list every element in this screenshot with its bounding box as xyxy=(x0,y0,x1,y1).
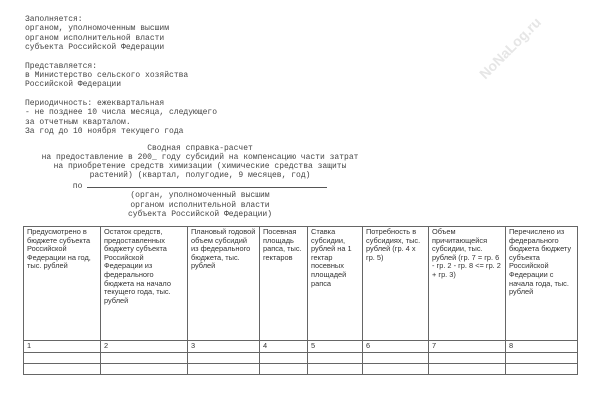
table-cell[interactable] xyxy=(363,363,429,374)
table-cell[interactable] xyxy=(188,363,260,374)
table-row xyxy=(24,352,578,363)
submitted-to-label: Представляется: xyxy=(25,61,98,71)
form-routing-info xyxy=(25,15,217,136)
column-number: 5 xyxy=(308,341,363,353)
caption-line: органом исполнительной власти xyxy=(130,200,270,210)
filled-by-line: субъекта Российской Федерации xyxy=(25,43,165,53)
filled-by-line: органом, уполномоченным высшим xyxy=(25,24,170,34)
table-cell[interactable] xyxy=(506,352,578,363)
organ-fill-line xyxy=(20,180,380,191)
column-number: 3 xyxy=(188,341,260,353)
document-title-block xyxy=(20,144,380,219)
filled-by-line: органом исполнительной власти xyxy=(25,33,165,43)
table-cell[interactable] xyxy=(308,352,363,363)
title-line: на предоставление в 200_ году субсидий на компенсацию части затрат xyxy=(41,153,359,163)
title-line: растений) (квартал, полугодие, 9 месяцев, год) xyxy=(89,171,311,181)
column-header: Перечислено из федерального бюджета бюджету субъекта Российской Федерации с начала года, тыс. рублей xyxy=(506,227,578,341)
column-header: Потребность в субсидиях, тыс. рублей (гр. 4 x гр. 5) xyxy=(363,227,429,341)
organ-blank-field[interactable] xyxy=(87,180,327,188)
column-number: 1 xyxy=(24,341,101,353)
filled-by-label: Заполняется: xyxy=(25,15,83,24)
column-number: 2 xyxy=(101,341,188,353)
column-number: 8 xyxy=(506,341,578,353)
po-label: по xyxy=(72,182,83,192)
document-title: Сводная справка-расчет xyxy=(147,144,253,153)
table-cell[interactable] xyxy=(308,363,363,374)
column-header: Остаток средств, предоставленных бюджету субъекта Российской Федерации из федерального бюджета на начало текущего года, тыс. рублей xyxy=(101,227,188,341)
column-header: Посевная площадь рапса, тыс. гектаров xyxy=(260,227,308,341)
column-number: 4 xyxy=(260,341,308,353)
column-number-row xyxy=(24,341,578,353)
column-number: 7 xyxy=(429,341,506,353)
table-cell[interactable] xyxy=(101,363,188,374)
periodicity-line: за отчетным кварталом. xyxy=(25,117,131,127)
table-cell[interactable] xyxy=(429,363,506,374)
caption-line: (орган, уполномоченный высшим xyxy=(130,191,270,201)
table-cell[interactable] xyxy=(363,352,429,363)
column-number: 6 xyxy=(363,341,429,353)
table-cell[interactable] xyxy=(24,363,101,374)
column-header: Ставка субсидии, рублей на 1 гектар посевных площадей рапса xyxy=(308,227,363,341)
periodicity-line: Периодичность: ежеквартальная xyxy=(25,98,165,108)
column-header: Предусмотрено в бюджете субъекта Российской Федерации на год, тыс. рублей xyxy=(24,227,101,341)
table-cell[interactable] xyxy=(260,363,308,374)
submitted-to-line: в Министерство сельского хозяйства xyxy=(25,71,189,81)
table-row xyxy=(24,363,578,374)
periodicity-line: - не позднее 10 числа месяца, следующего xyxy=(25,108,218,118)
subsidy-table xyxy=(23,226,578,375)
table-header-row xyxy=(24,227,578,341)
title-line: на приобретение средств химизации (химические средства защиты xyxy=(53,162,347,172)
watermark: NoNaLog.ru xyxy=(476,14,545,82)
table-cell[interactable] xyxy=(101,352,188,363)
submitted-to-line: Российской Федерации xyxy=(25,80,122,90)
column-header: Объем причитающейся субсидии, тыс. рублей (гр. 7 = гр. 6 - гр. 2 - гр. 8 <= гр. 2 + гр. 3) xyxy=(429,227,506,341)
table-cell[interactable] xyxy=(429,352,506,363)
table-cell[interactable] xyxy=(24,352,101,363)
column-header: Плановый годовой объем субсидий из федерального бюджета, тыс. рублей xyxy=(188,227,260,341)
table-cell[interactable] xyxy=(260,352,308,363)
table-cell[interactable] xyxy=(506,363,578,374)
table-cell[interactable] xyxy=(188,352,260,363)
periodicity-line: За год до 10 ноября текущего года xyxy=(25,127,184,137)
caption-line: субъекта Российской Федерации) xyxy=(127,209,273,219)
